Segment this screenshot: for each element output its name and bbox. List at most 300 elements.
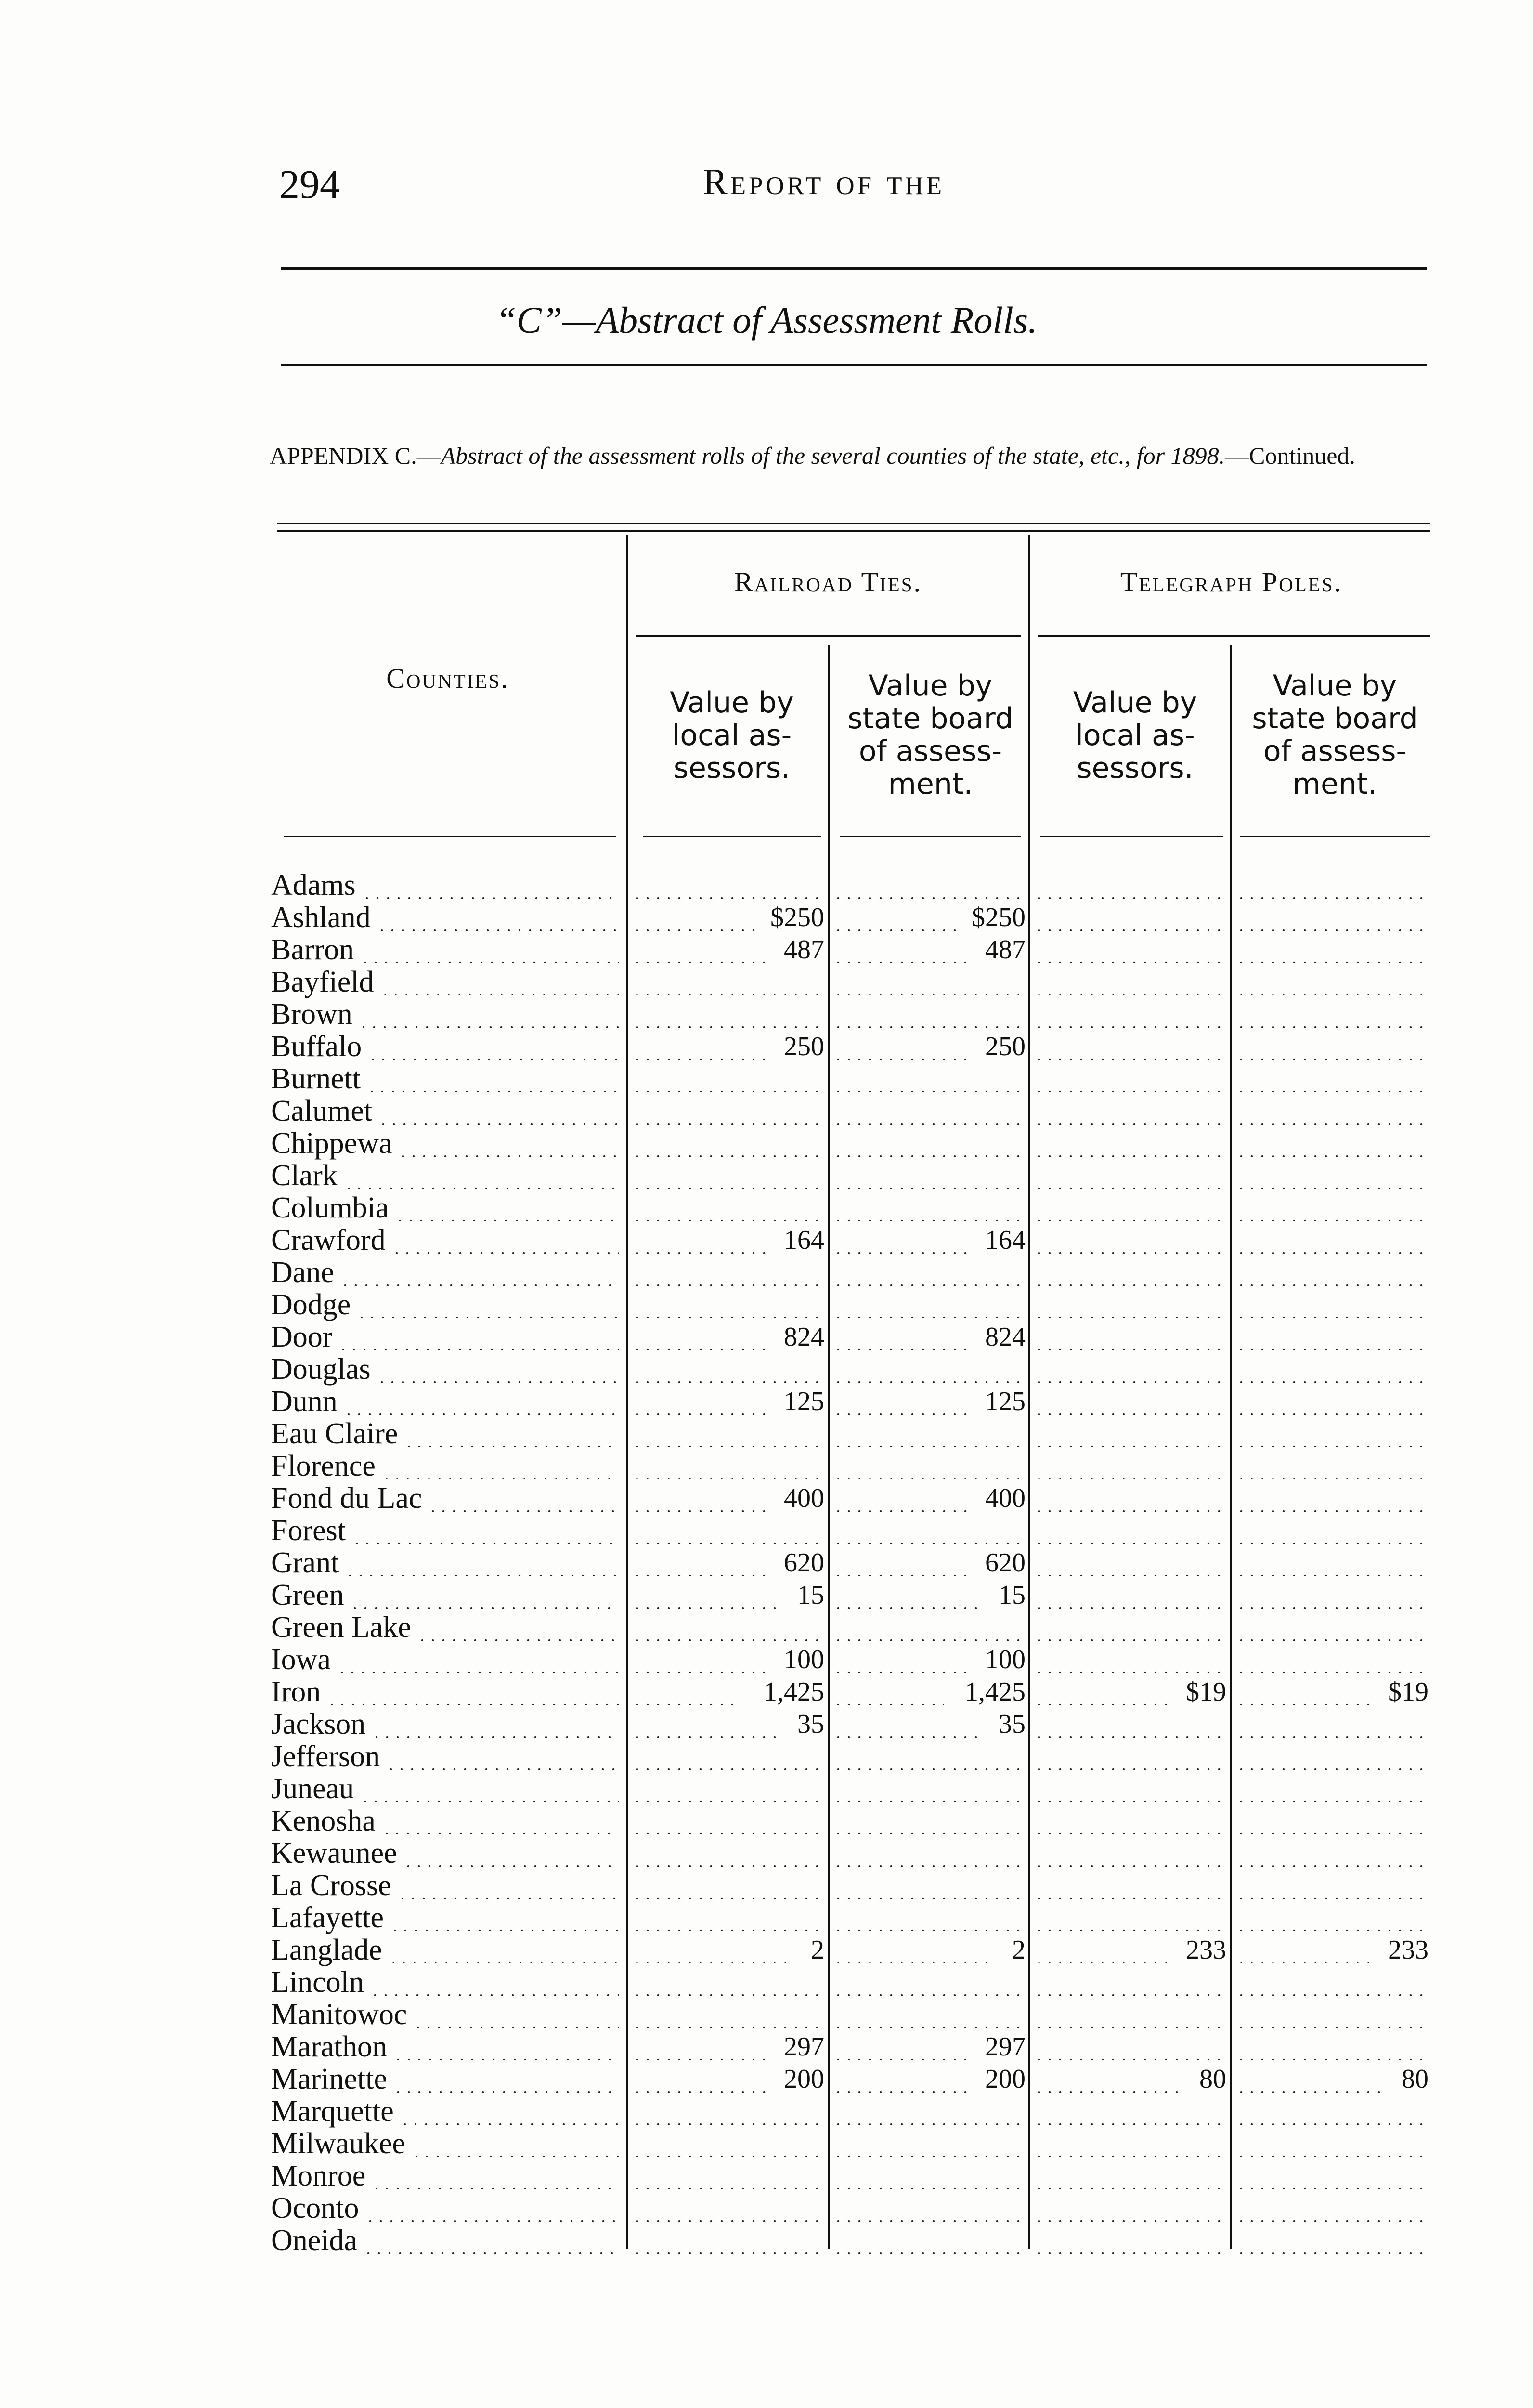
leader-dots xyxy=(833,2026,1026,2028)
leader-dots xyxy=(833,1865,1026,1867)
leader-dots xyxy=(833,1155,1026,1157)
leader-dots xyxy=(1034,1155,1226,1157)
leader-dots xyxy=(1034,1994,1226,1996)
value-cell: 80 xyxy=(1402,2064,1429,2094)
table-row xyxy=(0,934,1533,966)
leader-dots xyxy=(351,1542,619,1544)
header-bottom-rule-c4 xyxy=(1240,836,1430,837)
counties-header: Counties. xyxy=(386,663,509,694)
leader-dots xyxy=(632,2091,767,2093)
table-row xyxy=(0,1192,1533,1224)
county-label: Columbia xyxy=(271,1192,389,1224)
leader-dots xyxy=(340,1284,619,1286)
running-head: Report of the xyxy=(703,162,945,202)
value-cell: 620 xyxy=(985,1548,1026,1578)
table-row xyxy=(0,1837,1533,1870)
value-cell: 125 xyxy=(985,1387,1026,1416)
leader-dots xyxy=(1034,1832,1226,1834)
leader-dots xyxy=(391,1252,619,1254)
leader-dots xyxy=(411,2155,619,2157)
leader-dots xyxy=(413,2026,619,2028)
leader-dots xyxy=(833,1607,981,1609)
leader-dots xyxy=(632,1026,824,1028)
table-row xyxy=(0,2160,1533,2192)
leader-dots xyxy=(833,1962,994,1963)
leader-dots xyxy=(632,1187,824,1189)
value-cell: 400 xyxy=(985,1483,1026,1513)
table-row xyxy=(0,1999,1533,2031)
value-cell: 400 xyxy=(784,1483,824,1513)
table-row xyxy=(0,2031,1533,2063)
county-label: Kenosha xyxy=(271,1805,376,1837)
leader-dots xyxy=(632,1607,780,1609)
leader-dots xyxy=(1236,2123,1429,2125)
value-cell: 250 xyxy=(985,1032,1026,1061)
leader-dots xyxy=(1236,2220,1429,2222)
leader-dots xyxy=(1236,1929,1429,1931)
leader-dots xyxy=(1236,1316,1429,1318)
county-label: Fond du Lac xyxy=(271,1482,422,1515)
leader-dots xyxy=(1034,1574,1226,1576)
county-label: La Crosse xyxy=(271,1870,391,1902)
leader-dots xyxy=(632,1058,767,1060)
leader-dots xyxy=(833,1994,1026,1996)
leader-dots xyxy=(403,1445,619,1447)
leader-dots xyxy=(1034,1962,1169,1963)
leader-dots xyxy=(1034,1607,1226,1609)
leader-dots xyxy=(378,1123,619,1125)
leader-dots xyxy=(632,1768,824,1770)
table-row xyxy=(0,1805,1533,1837)
leader-dots xyxy=(1236,1574,1429,1576)
leader-dots xyxy=(1034,1897,1226,1899)
leader-dots xyxy=(833,2123,1026,2125)
leader-dots xyxy=(1236,2155,1429,2157)
leader-dots xyxy=(833,1316,1026,1318)
table-row xyxy=(0,2063,1533,2095)
leader-dots xyxy=(1236,2187,1429,2189)
county-label: Marquette xyxy=(271,2095,394,2128)
leader-dots xyxy=(632,1381,824,1383)
leader-dots xyxy=(1034,1252,1226,1254)
county-label: Manitowoc xyxy=(271,1999,407,2031)
leader-dots xyxy=(833,994,1026,995)
leader-dots xyxy=(377,929,619,931)
leader-dots xyxy=(833,2252,1026,2254)
leader-dots xyxy=(632,1413,767,1415)
table-row xyxy=(0,1870,1533,1902)
leader-dots xyxy=(632,1962,792,1963)
leader-dots xyxy=(1034,1348,1226,1350)
county-label: Grant xyxy=(271,1547,339,1579)
leader-dots xyxy=(388,1962,619,1963)
leader-dots xyxy=(632,1897,824,1899)
table-row xyxy=(0,1547,1533,1579)
leader-dots xyxy=(833,1445,1026,1447)
table-top-rule xyxy=(277,523,1430,524)
county-label: Crawford xyxy=(271,1224,386,1256)
value-cell: 35 xyxy=(797,1709,824,1739)
leader-dots xyxy=(1236,1348,1429,1350)
header-bottom-rule-c1 xyxy=(643,836,821,837)
leader-dots xyxy=(632,1478,824,1479)
county-label: Clark xyxy=(271,1160,338,1192)
leader-dots xyxy=(1034,1316,1226,1318)
leader-dots xyxy=(337,1671,619,1673)
leader-dots xyxy=(1236,929,1429,931)
leader-dots xyxy=(833,2091,969,2093)
table-row xyxy=(0,1773,1533,1805)
leader-dots xyxy=(632,2026,824,2028)
leader-dots xyxy=(632,1736,780,1738)
leader-dots xyxy=(632,2187,824,2189)
county-label: Lafayette xyxy=(271,1902,384,1934)
leader-dots xyxy=(632,1123,824,1125)
value-cell: 2 xyxy=(811,1935,824,1965)
value-cell: 297 xyxy=(985,2032,1026,2062)
table-row xyxy=(0,1676,1533,1708)
leader-dots xyxy=(632,929,755,931)
leader-dots xyxy=(365,2220,619,2222)
leader-dots xyxy=(1034,2123,1226,2125)
leader-dots xyxy=(1034,2091,1182,2093)
value-cell: 200 xyxy=(784,2064,824,2094)
leader-dots xyxy=(326,1703,619,1705)
group-header-telegraph-poles: Telegraph Poles. xyxy=(1120,566,1343,598)
leader-dots xyxy=(632,1929,824,1931)
value-cell: $250 xyxy=(770,903,824,932)
leader-dots xyxy=(833,1413,969,1415)
table-row xyxy=(0,1031,1533,1063)
value-cell: $250 xyxy=(972,903,1026,932)
leader-dots xyxy=(1034,929,1226,931)
leader-dots xyxy=(1236,1284,1429,1286)
value-cell: 2 xyxy=(1012,1935,1026,1965)
value-cell: 80 xyxy=(1199,2064,1226,2094)
leader-dots xyxy=(343,1413,619,1415)
leader-dots xyxy=(833,929,956,931)
leader-dots xyxy=(1034,1284,1226,1286)
leader-dots xyxy=(1034,1768,1226,1770)
leader-dots xyxy=(833,1639,1026,1641)
county-label: Dane xyxy=(271,1256,334,1289)
leader-dots xyxy=(428,1510,619,1512)
table-row xyxy=(0,1386,1533,1418)
leader-dots xyxy=(1034,1542,1226,1544)
table-row xyxy=(0,1353,1533,1386)
county-label: Door xyxy=(271,1321,333,1353)
table-row xyxy=(0,1515,1533,1547)
county-label: Barron xyxy=(271,934,354,966)
leader-dots xyxy=(360,961,619,963)
county-label: Marathon xyxy=(271,2031,388,2063)
table-row xyxy=(0,1934,1533,1966)
leader-dots xyxy=(1236,1413,1429,1415)
group-rule-railroad xyxy=(636,635,1021,637)
leader-dots xyxy=(1034,1510,1226,1512)
leader-dots xyxy=(632,1639,824,1641)
leader-dots xyxy=(632,1865,824,1867)
county-label: Eau Claire xyxy=(271,1418,398,1450)
leader-dots xyxy=(632,1800,824,1802)
table-row xyxy=(0,2128,1533,2160)
leader-dots xyxy=(833,1897,1026,1899)
caption-label: APPENDIX C.— xyxy=(270,442,441,469)
leader-dots xyxy=(362,897,619,899)
leader-dots xyxy=(1236,1800,1429,1802)
leader-dots xyxy=(833,2155,1026,2157)
leader-dots xyxy=(1236,1639,1429,1641)
leader-dots xyxy=(370,1994,619,1996)
leader-dots xyxy=(1034,897,1226,899)
leader-dots xyxy=(1034,1445,1226,1447)
table-row xyxy=(0,1902,1533,1934)
leader-dots xyxy=(1236,1703,1372,1705)
table-row xyxy=(0,1966,1533,1999)
county-label: Langlade xyxy=(271,1934,382,1966)
leader-dots xyxy=(632,1090,824,1092)
leader-dots xyxy=(833,1187,1026,1189)
leader-dots xyxy=(632,1574,767,1576)
leader-dots xyxy=(398,1155,619,1157)
leader-dots xyxy=(1236,1123,1429,1125)
header-bottom-rule-counties xyxy=(284,836,616,837)
value-cell: 1,425 xyxy=(965,1677,1026,1707)
county-label: Florence xyxy=(271,1450,376,1482)
county-label: Milwaukee xyxy=(271,2128,405,2160)
leader-dots xyxy=(381,1832,619,1834)
leader-dots xyxy=(1236,1381,1429,1383)
leader-dots xyxy=(350,1607,619,1609)
leader-dots xyxy=(632,1219,824,1221)
leader-dots xyxy=(1236,1865,1429,1867)
leader-dots xyxy=(397,1897,619,1899)
table-row xyxy=(0,1741,1533,1773)
county-label: Brown xyxy=(271,998,352,1031)
table-row xyxy=(0,2225,1533,2257)
leader-dots xyxy=(1034,1736,1226,1738)
leader-dots xyxy=(1236,1219,1429,1221)
table-row xyxy=(0,869,1533,902)
leader-dots xyxy=(1236,2026,1429,2028)
value-cell: 487 xyxy=(784,935,824,965)
leader-dots xyxy=(358,1026,619,1028)
value-cell: 164 xyxy=(784,1225,824,1255)
leader-dots xyxy=(632,897,824,899)
leader-dots xyxy=(632,1252,767,1254)
leader-dots xyxy=(380,994,619,995)
leader-dots xyxy=(343,1187,619,1189)
leader-dots xyxy=(1034,1800,1226,1802)
county-label: Bayfield xyxy=(271,966,374,998)
section-title: “C”—Abstract of Assessment Rolls. xyxy=(495,299,1038,341)
table-row xyxy=(0,1482,1533,1515)
leader-dots xyxy=(833,1736,981,1738)
table-row xyxy=(0,2192,1533,2225)
leader-dots xyxy=(417,1639,619,1641)
leader-dots xyxy=(1236,1542,1429,1544)
leader-dots xyxy=(632,1348,767,1350)
leader-dots xyxy=(833,1832,1026,1834)
leader-dots xyxy=(1236,1445,1429,1447)
leader-dots xyxy=(1236,2058,1429,2060)
leader-dots xyxy=(632,994,824,995)
leader-dots xyxy=(632,1542,824,1544)
county-label: Dunn xyxy=(271,1386,338,1418)
col-header-rt-local: Value by local as-sessors. xyxy=(670,686,794,785)
table-row xyxy=(0,1321,1533,1353)
leader-dots xyxy=(1236,1962,1372,1963)
col-header-rt-state: Value by state board of assess-ment. xyxy=(847,669,1013,801)
leader-dots xyxy=(632,2155,824,2157)
leader-dots xyxy=(632,1994,824,1996)
leader-dots xyxy=(833,2058,969,2060)
leader-dots xyxy=(1034,1671,1226,1673)
leader-dots xyxy=(632,1703,742,1705)
header-bottom-rule-c3 xyxy=(1040,836,1223,837)
county-label: Buffalo xyxy=(271,1031,362,1063)
group-header-railroad-ties: Railroad Ties. xyxy=(734,566,922,598)
leader-dots xyxy=(632,1671,767,1673)
county-label: Calumet xyxy=(271,1095,373,1127)
leader-dots xyxy=(1034,1639,1226,1641)
leader-dots xyxy=(1236,1994,1429,1996)
leader-dots xyxy=(632,2220,824,2222)
county-label: Ashland xyxy=(271,902,371,934)
leader-dots xyxy=(833,1703,944,1705)
table-row xyxy=(0,2095,1533,2128)
leader-dots xyxy=(833,1219,1026,1221)
leader-dots xyxy=(1034,1219,1226,1221)
leader-dots xyxy=(1034,1478,1226,1479)
county-label: Dodge xyxy=(271,1289,351,1321)
value-cell: 15 xyxy=(797,1580,824,1610)
value-cell: $19 xyxy=(1186,1677,1226,1707)
leader-dots xyxy=(390,1929,619,1931)
county-label: Jackson xyxy=(271,1708,366,1741)
leader-dots xyxy=(395,1219,619,1221)
leader-dots xyxy=(833,1671,969,1673)
table-row xyxy=(0,1160,1533,1192)
leader-dots xyxy=(1236,1478,1429,1479)
leader-dots xyxy=(632,1316,824,1318)
leader-dots xyxy=(1236,1510,1429,1512)
value-cell: 100 xyxy=(985,1645,1026,1675)
leader-dots xyxy=(367,1058,619,1060)
leader-dots xyxy=(833,1768,1026,1770)
leader-dots xyxy=(833,1574,969,1576)
county-label: Green xyxy=(271,1579,344,1611)
leader-dots xyxy=(1034,1703,1169,1705)
leader-dots xyxy=(833,897,1026,899)
leader-dots xyxy=(833,1800,1026,1802)
leader-dots xyxy=(1236,1026,1429,1028)
table-row xyxy=(0,998,1533,1031)
leader-dots xyxy=(1236,2252,1429,2254)
leader-dots xyxy=(632,1445,824,1447)
leader-dots xyxy=(381,1478,619,1479)
leader-dots xyxy=(833,1348,969,1350)
table-row xyxy=(0,1256,1533,1289)
value-cell: 250 xyxy=(784,1032,824,1061)
leader-dots xyxy=(833,1026,1026,1028)
leader-dots xyxy=(1236,1897,1429,1899)
leader-dots xyxy=(1236,1671,1429,1673)
leader-dots xyxy=(1034,1929,1226,1931)
leader-dots xyxy=(833,1478,1026,1479)
leader-dots xyxy=(833,1542,1026,1544)
table-row xyxy=(0,1095,1533,1127)
value-cell: 100 xyxy=(784,1645,824,1675)
leader-dots xyxy=(1236,1607,1429,1609)
county-label: Forest xyxy=(271,1515,346,1547)
table-row xyxy=(0,1127,1533,1160)
table-row xyxy=(0,966,1533,998)
leader-dots xyxy=(1034,2187,1226,2189)
leader-dots xyxy=(632,1155,824,1157)
table-row xyxy=(0,1611,1533,1644)
leader-dots xyxy=(1034,1381,1226,1383)
value-cell: 487 xyxy=(985,935,1026,965)
leader-dots xyxy=(1034,2026,1226,2028)
leader-dots xyxy=(1236,1187,1429,1189)
leader-dots xyxy=(360,1800,619,1802)
table-top-rule-2 xyxy=(277,530,1430,532)
table-row xyxy=(0,1450,1533,1482)
leader-dots xyxy=(1034,2058,1226,2060)
leader-dots xyxy=(833,1058,969,1060)
leader-dots xyxy=(833,1123,1026,1125)
leader-dots xyxy=(632,1284,824,1286)
county-label: Monroe xyxy=(271,2160,366,2192)
leader-dots xyxy=(632,2058,767,2060)
col-header-tp-state: Value by state board of assess-ment. xyxy=(1252,669,1418,801)
leader-dots xyxy=(833,1284,1026,1286)
county-label: Oneida xyxy=(271,2225,358,2257)
col-header-tp-local: Value by local as-sessors. xyxy=(1073,686,1197,785)
leader-dots xyxy=(1236,1832,1429,1834)
leader-dots xyxy=(377,1381,619,1383)
value-cell: 35 xyxy=(999,1709,1026,1739)
leader-dots xyxy=(1236,1058,1429,1060)
leader-dots xyxy=(833,1090,1026,1092)
leader-dots xyxy=(1034,1413,1226,1415)
leader-dots xyxy=(1034,994,1226,995)
leader-dots xyxy=(1236,994,1429,995)
leader-dots xyxy=(833,1929,1026,1931)
leader-dots xyxy=(833,1252,969,1254)
leader-dots xyxy=(1236,897,1429,899)
value-cell: 15 xyxy=(999,1580,1026,1610)
leader-dots xyxy=(1034,961,1226,963)
county-label: Marinette xyxy=(271,2063,388,2095)
leader-dots xyxy=(1034,1865,1226,1867)
county-label: Adams xyxy=(271,869,356,902)
table-row xyxy=(0,1708,1533,1741)
leader-dots xyxy=(1034,1026,1226,1028)
table-row xyxy=(0,1644,1533,1676)
value-cell: 824 xyxy=(784,1322,824,1352)
leader-dots xyxy=(833,2220,1026,2222)
leader-dots xyxy=(1236,2091,1384,2093)
top-rule xyxy=(281,267,1427,270)
value-cell: 620 xyxy=(784,1548,824,1578)
leader-dots xyxy=(1034,1187,1226,1189)
county-label: Iowa xyxy=(271,1644,331,1676)
county-label: Green Lake xyxy=(271,1611,411,1644)
header-bottom-rule-c2 xyxy=(840,836,1021,837)
leader-dots xyxy=(632,961,767,963)
